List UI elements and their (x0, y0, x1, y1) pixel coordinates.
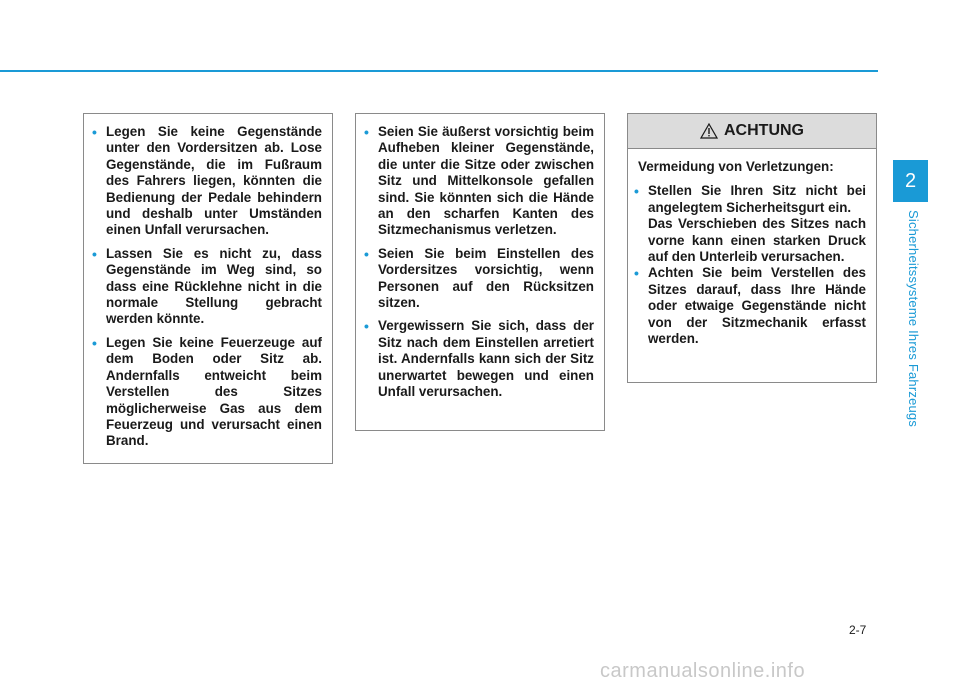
list-item: • Legen Sie keine Gegenstände unter den Vordersitzen ab. Lose Gegenstände, die im Fußraum des Fahrers liegen, könnten die Bedienung der Pedale behindern und deshalb unter Umständen einen Unfall verursachen. (92, 124, 322, 238)
list-item: • Legen Sie keine Feuerzeuge auf dem Boden oder Sitz ab. Andernfalls entweicht beim Verstellen des Sitzes möglicherweise Gas aus dem Feuerzeug und verursacht einen Brand. (92, 334, 322, 449)
warning-body (628, 149, 876, 347)
list-item: • Achten Sie beim Verstellen des Sitzes darauf, dass Ihre Hände oder etwaige Gegenstände nicht von der Sitzmechanik erfasst werden. (634, 265, 866, 347)
list-item: • Seien Sie beim Einstellen des Vordersitzes vorsichtig, wenn Personen auf den Rücksitzen sitzen. (364, 245, 594, 311)
page-number: 2-7 (849, 623, 867, 637)
warning-title: ACHTUNG (724, 122, 804, 139)
bullet-list-middle (364, 124, 594, 401)
list-item: • Seien Sie äußerst vorsichtig beim Aufheben kleiner Gegenstände, die unter die Sitze oder zwischen Sitz und Mittelkonsole gefallen sind. Sie könnten sich die Hände an den scharfen Kanten des Sitzmechanismus verletzen. (364, 124, 594, 238)
column-left (83, 113, 333, 464)
top-rule (0, 70, 878, 72)
list-item: • Vergewissern Sie sich, dass der Sitz nach dem Einstellen arretiert ist. Andernfalls kann sich der Sitz unerwartet bewegen und einen Unfall verursachen. (364, 318, 594, 400)
bullet-icon: • (364, 245, 369, 262)
bullet-icon: • (364, 124, 369, 140)
bullet-list-left (92, 124, 322, 450)
column-middle (355, 113, 605, 431)
bullet-icon: • (92, 124, 97, 140)
warning-list (634, 183, 866, 347)
warning-intro: Vermeidung von Verletzungen: (638, 159, 834, 174)
chapter-title: Sicherheitssysteme Ihres Fahrzeugs (906, 210, 921, 428)
bullet-icon: • (364, 318, 369, 335)
warning-box (627, 113, 877, 383)
list-item: • Lassen Sie es nicht zu, dass Gegenstände im Weg sind, so dass eine Rücklehne nicht in die normale Stellung gebracht werden könnte. (92, 245, 322, 327)
list-item: • Stellen Sie Ihren Sitz nicht bei angelegtem Sicherheitsgurt ein. Das Verschieben des Sitzes nach vorne kann einen starken Druck auf den Unterleib verursachen. (634, 183, 866, 265)
chapter-number-tab: 2 (893, 160, 928, 202)
watermark: carmanualsonline.info (600, 660, 806, 682)
bullet-icon: • (634, 265, 639, 282)
bullet-icon: • (92, 245, 97, 262)
bullet-icon: • (92, 334, 97, 351)
bullet-icon: • (634, 183, 639, 200)
warning-header (628, 114, 876, 149)
warning-triangle-icon (700, 123, 718, 139)
